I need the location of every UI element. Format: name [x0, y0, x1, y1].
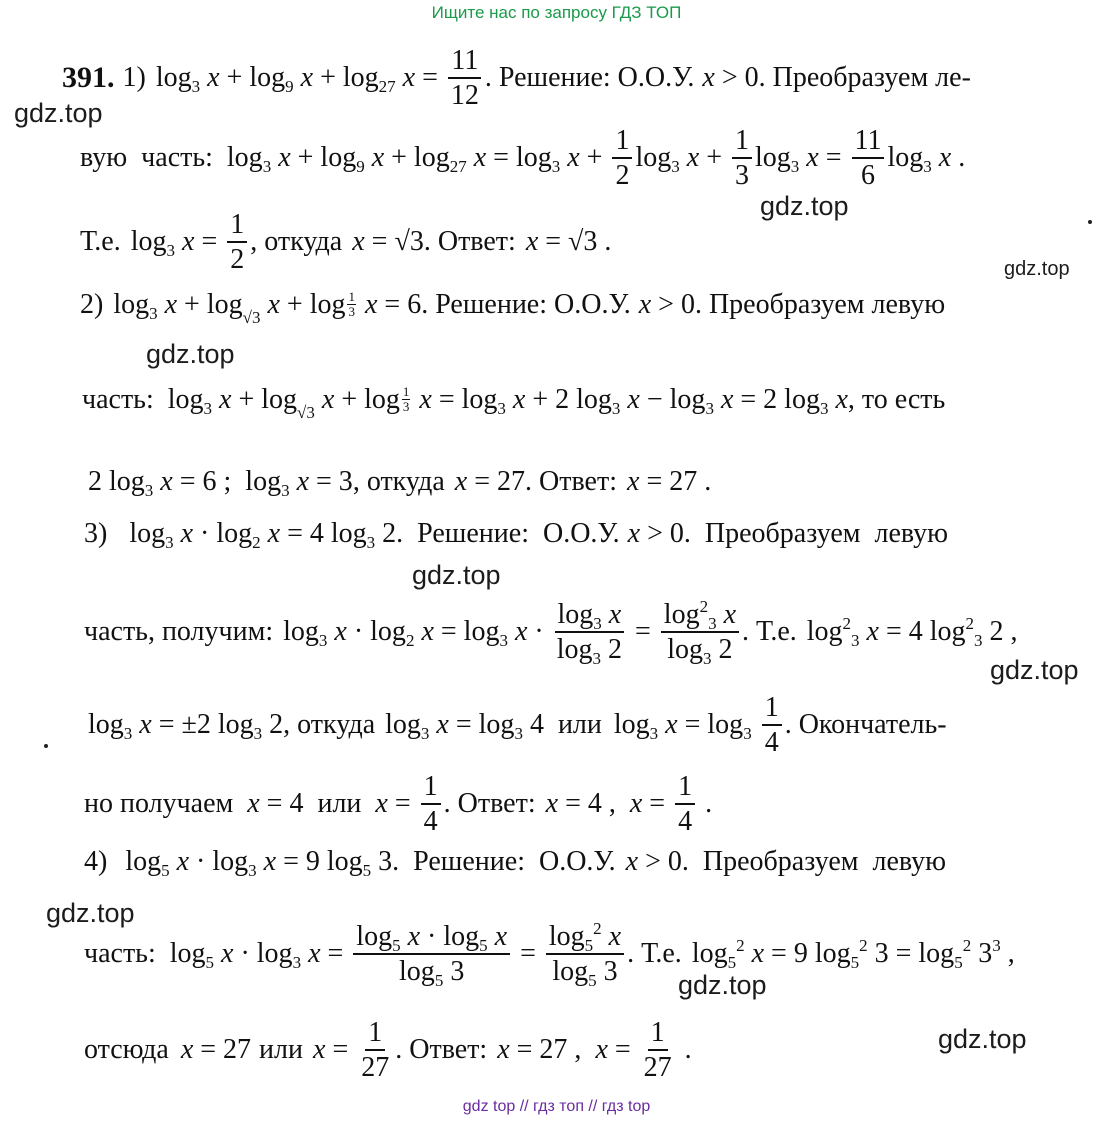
fraction-subscript: 1 3 [348, 289, 355, 320]
text: часть: [84, 938, 156, 970]
text: . Ответ: [443, 788, 536, 820]
text: . Ответ: [423, 226, 516, 258]
p4-line-2 [84, 919, 1074, 991]
text: , откуда [352, 466, 445, 497]
watermark: gdz.top [146, 339, 235, 369]
fraction-subscript: 1 3 [402, 384, 410, 415]
math-expression: $\log_3 x \cdot \log_2 x = \log_3 x$ · [283, 616, 551, 651]
p3-line-2 [84, 597, 1074, 669]
math-expression: $\log_3 x + \log_9 x + \log_{27} x = \log_3 x$ + [226, 142, 610, 177]
fraction: $\frac{11}{6}$ [852, 126, 885, 191]
math-expression: $\log_3 x$ . [887, 142, 966, 177]
math-expression: x > 0 [625, 846, 682, 877]
text: , откуда [250, 226, 343, 258]
fraction: $\frac{1}{27}$ [361, 1017, 390, 1084]
p1-line-3 [80, 210, 611, 275]
math-expression: $\log_3 x$ = [754, 142, 849, 177]
text: . Окончатель- [784, 709, 947, 741]
fraction: $\frac{1}{4}$ [421, 772, 441, 837]
text: вую часть: [80, 142, 213, 174]
text: Т.е. [80, 226, 121, 258]
watermark: gdz.top [14, 98, 103, 128]
fraction: $\frac{11}{12}$ [448, 46, 482, 111]
watermark: gdz.top [760, 191, 849, 221]
math-expression: x = √3 . [525, 226, 612, 258]
text: , откуда [283, 709, 376, 741]
fraction: $\frac{\log_3 x}{\log_3 2}$ [554, 600, 625, 665]
fraction: $\frac{\log_5 x \cdot \log_5 x}{\log_5 3}$ [353, 922, 510, 987]
p2-line-1 [80, 288, 1074, 327]
part-label: 1) [122, 62, 146, 94]
p4-line-3 [84, 1018, 692, 1083]
text: часть, получим: [84, 616, 274, 648]
math-expression: x = √3 [352, 226, 424, 258]
math-expression: . [698, 788, 713, 820]
fraction: $\frac{1}{2}$ [612, 126, 632, 191]
text: . Преобразуем левую [694, 288, 946, 320]
text: . Т.е. [742, 616, 797, 648]
watermark: gdz.top [938, 1024, 1027, 1054]
text: . Т.е. [627, 938, 682, 970]
text: . Преобразуем левую [683, 518, 949, 549]
math-expression: . [677, 1034, 692, 1066]
fraction: $\frac{1}{2}$ [227, 210, 247, 275]
math-expression: x = 27 . [627, 466, 712, 497]
math-expression: 2 $\log_3 x = 6$ ; $\log_3 x = 3$ [88, 466, 353, 500]
math-expression: $\log_5 x \cdot \log_3 x = 9$ $\log_5 3$ [125, 846, 393, 880]
p4-line-1 [84, 846, 1074, 880]
p1-line-1 [62, 46, 1074, 111]
p1-line-2 [80, 126, 1074, 191]
p3-line-1 [84, 518, 1074, 552]
math-expression: $\log_3 x + \log_9 x + \log_{27} x$ = [155, 62, 445, 97]
search-hint: Ищите нас по запросу ГДЗ ТОП [431, 3, 682, 22]
part-label: 2) [80, 288, 104, 320]
math-expression: $\log_5^2 x = 9$ $\log_5^2 3 = \log_5^2 3^3$ , [691, 936, 1015, 973]
p2-line-2 [82, 383, 1074, 422]
p2-line-3 [88, 466, 712, 500]
part-label: 4) [84, 846, 108, 877]
text: или [317, 788, 362, 820]
text: . Решение: О.О.У. [396, 518, 620, 549]
watermark: gdz.top [990, 655, 1079, 685]
fraction: $\frac{1}{3}$ [732, 126, 752, 191]
text: . Ответ: [525, 466, 617, 497]
math-expression: x = [313, 1034, 356, 1066]
math-expression: x = 4 , x = [545, 788, 673, 820]
p3-line-3 [88, 693, 1074, 758]
math-expression: $\log_3 x = \pm 2$ $\log_3 2$ [88, 709, 284, 744]
watermark: gdz.top [412, 560, 501, 590]
math-expression: x = 27 , x = [497, 1034, 638, 1066]
text: или [557, 709, 602, 741]
fraction: $\frac{\log^2_3 x}{\log_3 2}$ [661, 600, 739, 665]
watermark: gdz.top [1004, 258, 1070, 280]
math-expression: x > 0 [702, 62, 759, 94]
math-expression: x = 4 [247, 788, 304, 820]
text: . Решение: О.О.У. [392, 846, 616, 877]
math-expression: $\log_3 x = \log_3$ [613, 709, 752, 744]
math-expression: x = 27 [180, 1034, 252, 1066]
math-expression: $\log_3 x \cdot \log_2 x = 4$ $\log_3 2$ [129, 518, 397, 552]
p3-line-4 [84, 772, 712, 837]
math-expression: $\log_3 x$ + [635, 142, 729, 177]
math-expression: $x = \log_3 x + 2$ $\log_3 x - \log_3 x = 2$ $\log_3 x$ [419, 383, 848, 418]
text: . Ответ: [395, 1034, 488, 1066]
math-expression: x = 27 [454, 466, 526, 497]
fraction: $\frac{1}{4}$ [762, 693, 782, 758]
text: . Решение: О.О.У. [421, 288, 631, 320]
watermark: gdz.top [678, 970, 767, 1000]
text: часть: [82, 383, 154, 415]
text: . Преобразуем левую [681, 846, 947, 877]
text: . Решение: О.О.У. [484, 62, 695, 94]
math-expression: x > 0 [627, 518, 684, 549]
text: но получаем [84, 788, 234, 820]
scan-speck [1088, 220, 1092, 224]
math-expression: $\log_5 x \cdot \log_3 x$ = [169, 938, 351, 973]
math-expression: x = [375, 788, 418, 820]
math-expression: $\log_3 x$ = [130, 226, 225, 261]
problem-number: 391. [62, 61, 115, 95]
math-expression: x = 6 [364, 288, 422, 320]
text: отсюда [84, 1034, 169, 1066]
fraction: $\frac{\log_5^2 x}{\log_5 3}$ [546, 922, 624, 987]
text: , то есть [847, 383, 946, 415]
math-expression: $\log_3 x + \log_{√3} x + \log$ [113, 288, 346, 327]
footer-links: gdz top // гдз топ // гдз top [462, 1098, 651, 1115]
math-expression: $\log_3 x + \log_{√3} x + \log$ [167, 383, 400, 422]
math-expression: = [513, 938, 543, 970]
math-expression: $\log_3 x = \log_3 4$ [385, 709, 544, 744]
math-expression: x > 0 [638, 288, 695, 320]
part-label: 3) [84, 518, 108, 549]
math-expression: $\log^2_3 x = 4$ $\log^2_3 2$ , [806, 614, 1018, 651]
fraction: $\frac{1}{4}$ [675, 772, 695, 837]
math-expression: = [628, 616, 658, 648]
fraction: $\frac{1}{27}$ [643, 1017, 672, 1084]
text: . Преобразуем ле- [758, 62, 971, 94]
scan-speck [44, 744, 48, 748]
watermark: gdz.top [46, 898, 135, 928]
text: или [259, 1034, 303, 1066]
